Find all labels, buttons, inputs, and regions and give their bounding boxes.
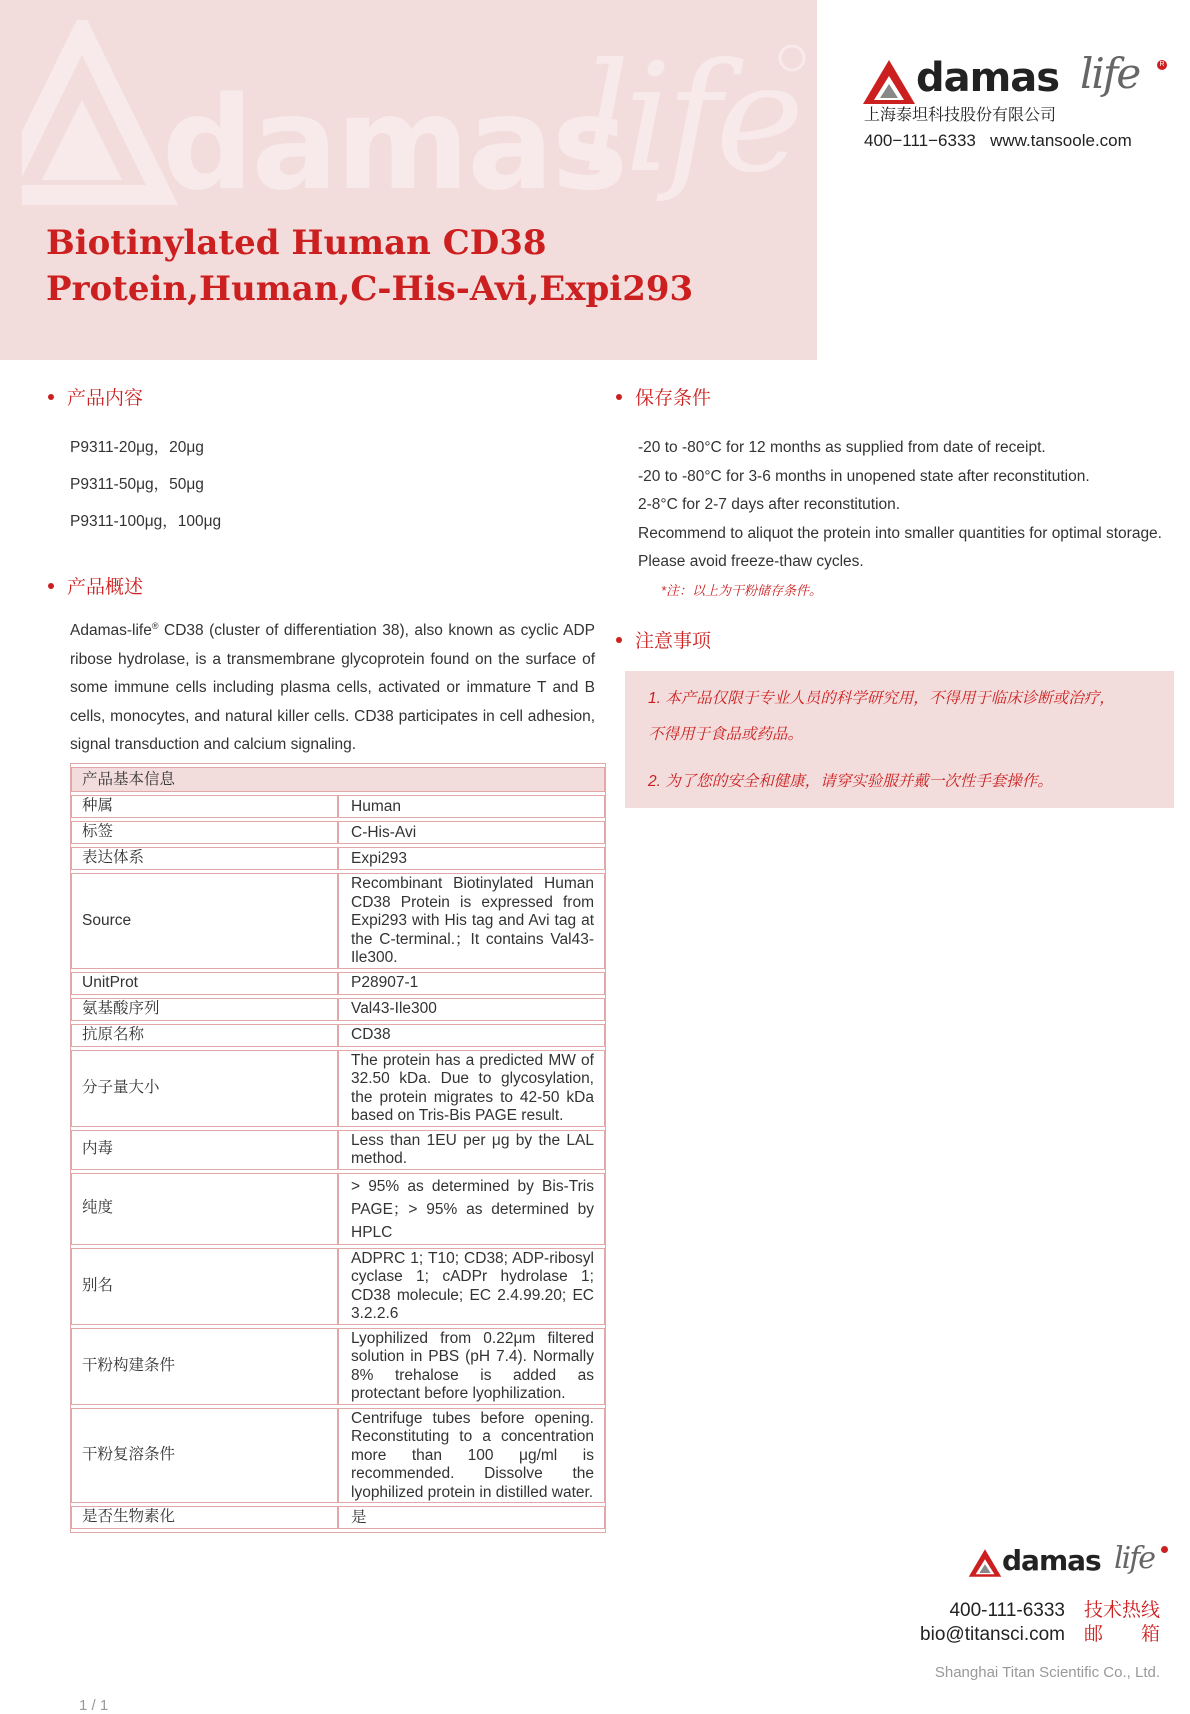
footer-phone-label: 技术热线: [1084, 1600, 1161, 1621]
notice-item-1-line1: 1. 本产品仅限于专业人员的科学研究用，不得用于临床诊断或治疗，: [648, 690, 1115, 707]
row-key: 标签: [71, 821, 338, 844]
row-key: Source: [71, 873, 338, 969]
table-row: [71, 821, 605, 844]
row-value: Expi293: [338, 847, 605, 870]
table-row: [71, 1408, 605, 1504]
registered-icon: [1161, 1546, 1168, 1553]
list-item: P9311-50μg，50μg: [70, 476, 204, 493]
section-heading-storage: 保存条件: [616, 386, 711, 412]
row-key: 干粉复溶条件: [71, 1408, 338, 1504]
row-value: > 95% as determined by Bis-Tris PAGE；> 95% as determined by HPLC: [338, 1173, 605, 1245]
row-key: 别名: [71, 1248, 338, 1325]
contents-list: [70, 438, 490, 549]
table-row: [71, 1328, 605, 1405]
product-title-line2: Protein,Human,C-His-Avi,Expi293: [46, 269, 694, 309]
storage-line: -20 to -80°C for 3-6 months in unopened state after reconstitution.: [638, 467, 1090, 485]
hero-banner: [0, 0, 817, 360]
row-value: P28907-1: [338, 972, 605, 995]
footer-contacts: [860, 1599, 1160, 1647]
watermark-logo: [22, 20, 812, 220]
table-row: [71, 1506, 605, 1529]
table-row: [71, 1050, 605, 1127]
table-title: 产品基本信息: [71, 767, 605, 792]
product-info-table: [70, 763, 606, 1533]
product-title-line1: Biotinylated Human CD38: [46, 223, 547, 263]
notice-item-2: 2. 为了您的安全和健康，请穿实验服并戴一次性手套操作。: [648, 773, 1053, 790]
product-title: [46, 220, 786, 312]
section-heading-overview: 产品概述: [48, 575, 143, 601]
header-phone: 400−111−6333: [864, 131, 976, 150]
storage-line: -20 to -80°C for 12 months as supplied from date of receipt.: [638, 439, 1046, 456]
list-item: P9311-100μg，100μg: [70, 513, 222, 530]
registered-mark: ®: [151, 620, 159, 631]
page-number: 1 / 1: [79, 1697, 109, 1714]
row-value: Recombinant Biotinylated Human CD38 Protein is expressed from Expi293 with His tag and Avi tag at the C-terminal.；It contains Val43-Ile300.: [338, 873, 605, 969]
bullet-icon: [616, 637, 622, 643]
footer-phone: 400-111-6333: [949, 1600, 1065, 1621]
logo-wordmark: damas: [916, 55, 1060, 101]
row-value: CD38: [338, 1024, 605, 1047]
row-key: 抗原名称: [71, 1024, 338, 1047]
section-heading-notice: 注意事项: [616, 629, 711, 655]
row-key: 内毒: [71, 1130, 338, 1170]
table-row: [71, 972, 605, 995]
table-row: [71, 998, 605, 1021]
header-website[interactable]: www.tansoole.com: [990, 131, 1132, 150]
row-value: Less than 1EU per μg by the LAL method.: [338, 1130, 605, 1170]
company-name-cn: 上海泰坦科技股份有限公司: [864, 107, 1057, 124]
row-key: 氨基酸序列: [71, 998, 338, 1021]
logo-script: life: [1080, 49, 1140, 98]
row-value: 是: [338, 1506, 605, 1529]
row-value: C-His-Avi: [338, 821, 605, 844]
row-key: 干粉构建条件: [71, 1328, 338, 1405]
overview-body: CD38 (cluster of differentiation 38), also known as cyclic ADP ribose hydrolase, is a transmembrane glycoprotein found on the surface of some immune cells including plasma cells, activated or immature T and B cells, monocytes, and natural killer cells. CD38 participates in cell adhesion, signal transduction and calcium signaling.: [70, 622, 595, 753]
row-value: Centrifuge tubes before opening. Reconstituting to a concentration more than 100 μg/ml is recommended. Dissolve the lyophilized protein in distilled water.: [338, 1408, 605, 1504]
notice-item-1-line2: 不得用于食品或药品。: [648, 726, 804, 743]
bullet-icon: [616, 394, 622, 400]
svg-text:life: life: [582, 32, 799, 206]
bullet-icon: [48, 583, 54, 589]
overview-text: [70, 617, 595, 760]
registered-icon: R: [1157, 60, 1167, 70]
footer-wordmark: damas: [1002, 1544, 1101, 1577]
row-value: Lyophilized from 0.22μm filtered solution in PBS (pH 7.4). Normally 8% trehalose is added as protectant before lyophilization.: [338, 1328, 605, 1405]
logo-triangle-icon: [862, 58, 916, 106]
footer-phone-row: [860, 1599, 1160, 1623]
storage-text: [638, 434, 1162, 577]
row-key: 是否生物素化: [71, 1506, 338, 1529]
storage-line: Recommend to aliquot the protein into smaller quantities for optimal storage. Please avoid freeze-thaw cycles.: [638, 524, 1162, 570]
footer-email-label: 邮箱: [1084, 1624, 1160, 1645]
table-header-row: [71, 767, 605, 792]
storage-note: *注：以上为干粉储存条件。: [661, 583, 823, 598]
logo-triangle-icon: [968, 1548, 1002, 1578]
footer-script: life: [1114, 1541, 1155, 1576]
row-value: Human: [338, 795, 605, 818]
table-row: [71, 873, 605, 969]
table-row: [71, 795, 605, 818]
table-row: [71, 1248, 605, 1325]
table-row: [71, 1130, 605, 1170]
row-key: 表达体系: [71, 847, 338, 870]
section-heading-contents: 产品内容: [48, 386, 143, 412]
row-value: ADPRC 1; T10; CD38; ADP-ribosyl cyclase 1; cADPr hydrolase 1; CD38 molecule; EC 2.4.99.20; EC 3.2.2.6: [338, 1248, 605, 1325]
footer-logo: [968, 1536, 1168, 1590]
svg-text:damas: damas: [162, 70, 626, 219]
footer-email[interactable]: bio@titansci.com: [920, 1624, 1065, 1645]
notice-box: [625, 671, 1174, 808]
footer-email-row: [860, 1623, 1160, 1647]
header-contact: [864, 130, 1132, 152]
row-key: 分子量大小: [71, 1050, 338, 1127]
company-name-en: Shanghai Titan Scientific Co., Ltd.: [934, 1664, 1160, 1681]
bullet-icon: [48, 394, 54, 400]
table-row: [71, 1173, 605, 1245]
row-value: Val43-Ile300: [338, 998, 605, 1021]
list-item: P9311-20μg，20μg: [70, 439, 204, 456]
row-key: UnitProt: [71, 972, 338, 995]
table-row: [71, 847, 605, 870]
overview-brand: Adamas-life: [70, 622, 152, 639]
table-row: [71, 1024, 605, 1047]
header-logo: [860, 46, 1165, 156]
row-key: 种属: [71, 795, 338, 818]
storage-line: 2-8°C for 2-7 days after reconstitution.: [638, 496, 901, 513]
row-value: The protein has a predicted MW of 32.50 kDa. Due to glycosylation, the protein migrates to 42-50 kDa based on Tris-Bis PAGE result.: [338, 1050, 605, 1127]
row-key: 纯度: [71, 1173, 338, 1245]
